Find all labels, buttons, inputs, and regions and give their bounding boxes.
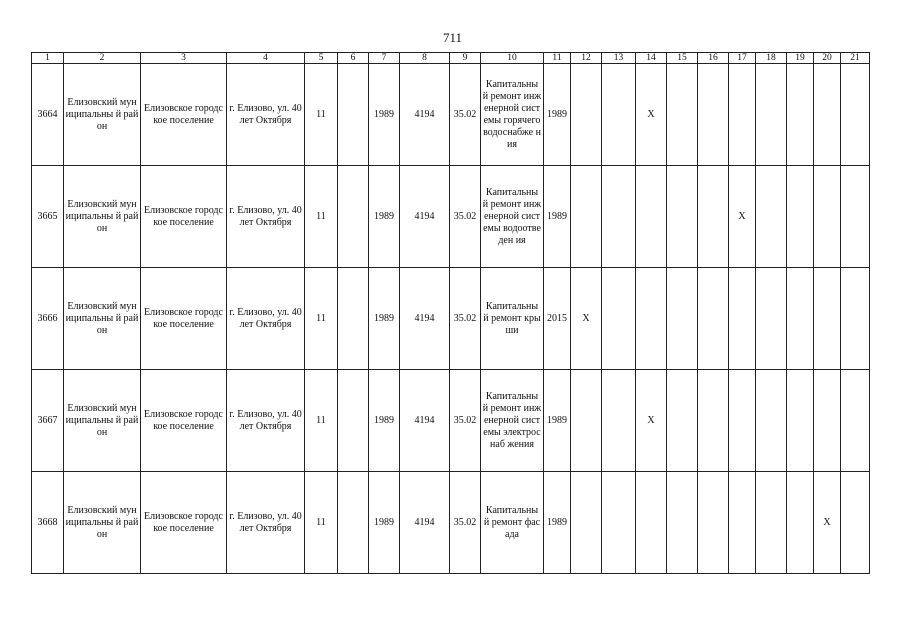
cell-col-20 — [814, 268, 841, 370]
cell-col-9: 35.02 — [450, 64, 481, 166]
column-number-19: 19 — [787, 53, 814, 64]
cell-col-4: г. Елизово, ул. 40 лет Октября — [227, 64, 305, 166]
cell-col-15 — [667, 268, 698, 370]
table-row — [32, 64, 870, 166]
cell-col-17 — [729, 64, 756, 166]
table-row — [32, 472, 870, 574]
register-table — [31, 52, 870, 574]
column-number-7: 7 — [369, 53, 400, 64]
cell-col-9: 35.02 — [450, 370, 481, 472]
cell-col-20 — [814, 64, 841, 166]
cell-col-21 — [841, 64, 870, 166]
cell-col-18 — [756, 370, 787, 472]
cell-col-15 — [667, 370, 698, 472]
cell-col-19 — [787, 166, 814, 268]
column-number-8: 8 — [400, 53, 450, 64]
cell-col-21 — [841, 370, 870, 472]
table-row — [32, 166, 870, 268]
cell-col-13 — [602, 64, 636, 166]
column-number-11: 11 — [544, 53, 571, 64]
cell-col-14 — [636, 268, 667, 370]
cell-col-13 — [602, 370, 636, 472]
cell-col-8: 4194 — [400, 268, 450, 370]
cell-col-19 — [787, 268, 814, 370]
cell-col-1: 3664 — [32, 64, 64, 166]
cell-col-16 — [698, 166, 729, 268]
cell-col-4: г. Елизово, ул. 40 лет Октября — [227, 370, 305, 472]
cell-col-16 — [698, 64, 729, 166]
page-number: 711 — [442, 30, 463, 45]
table-row — [32, 268, 870, 370]
cell-col-21 — [841, 166, 870, 268]
cell-col-14 — [636, 472, 667, 574]
cell-col-6 — [338, 370, 369, 472]
cell-col-1: 3667 — [32, 370, 64, 472]
cell-col-14: X — [636, 64, 667, 166]
cell-col-12 — [571, 166, 602, 268]
cell-col-11: 2015 — [544, 268, 571, 370]
register-body — [32, 64, 870, 574]
cell-col-11: 1989 — [544, 166, 571, 268]
cell-col-18 — [756, 472, 787, 574]
cell-col-14 — [636, 166, 667, 268]
cell-col-3: Елизовское городское поселение — [141, 472, 227, 574]
cell-col-10: Капитальны й ремонт инженерной системы водоотведен ия — [481, 166, 544, 268]
column-number-12: 12 — [571, 53, 602, 64]
cell-col-7: 1989 — [369, 472, 400, 574]
column-number-2: 2 — [64, 53, 141, 64]
cell-col-1: 3665 — [32, 166, 64, 268]
cell-col-5: 11 — [305, 64, 338, 166]
cell-col-16 — [698, 472, 729, 574]
cell-col-4: г. Елизово, ул. 40 лет Октября — [227, 166, 305, 268]
cell-col-7: 1989 — [369, 166, 400, 268]
cell-col-19 — [787, 64, 814, 166]
cell-col-21 — [841, 472, 870, 574]
column-number-3: 3 — [141, 53, 227, 64]
cell-col-6 — [338, 472, 369, 574]
cell-col-8: 4194 — [400, 370, 450, 472]
cell-col-2: Елизовский муниципальны й район — [64, 472, 141, 574]
cell-col-10: Капитальны й ремонт фасада — [481, 472, 544, 574]
column-number-13: 13 — [602, 53, 636, 64]
cell-col-10: Капитальны й ремонт инженерной системы горячего водоснабже ния — [481, 64, 544, 166]
column-number-row — [32, 53, 870, 64]
column-number-21: 21 — [841, 53, 870, 64]
cell-col-18 — [756, 166, 787, 268]
cell-col-10: Капитальны й ремонт инженерной системы электроснаб жения — [481, 370, 544, 472]
cell-col-3: Елизовское городское поселение — [141, 166, 227, 268]
cell-col-5: 11 — [305, 268, 338, 370]
cell-col-11: 1989 — [544, 472, 571, 574]
cell-col-7: 1989 — [369, 64, 400, 166]
cell-col-19 — [787, 370, 814, 472]
cell-col-10: Капитальны й ремонт крыши — [481, 268, 544, 370]
cell-col-6 — [338, 64, 369, 166]
cell-col-12 — [571, 64, 602, 166]
cell-col-17 — [729, 472, 756, 574]
cell-col-17 — [729, 370, 756, 472]
cell-col-21 — [841, 268, 870, 370]
cell-col-2: Елизовский муниципальны й район — [64, 370, 141, 472]
cell-col-18 — [756, 64, 787, 166]
column-number-1: 1 — [32, 53, 64, 64]
cell-col-11: 1989 — [544, 64, 571, 166]
cell-col-13 — [602, 268, 636, 370]
cell-col-12: X — [571, 268, 602, 370]
cell-col-2: Елизовский муниципальны й район — [64, 268, 141, 370]
cell-col-3: Елизовское городское поселение — [141, 268, 227, 370]
cell-col-7: 1989 — [369, 268, 400, 370]
cell-col-8: 4194 — [400, 166, 450, 268]
cell-col-1: 3668 — [32, 472, 64, 574]
cell-col-1: 3666 — [32, 268, 64, 370]
cell-col-15 — [667, 472, 698, 574]
column-number-14: 14 — [636, 53, 667, 64]
cell-col-18 — [756, 268, 787, 370]
cell-col-17: X — [729, 166, 756, 268]
cell-col-5: 11 — [305, 166, 338, 268]
column-number-4: 4 — [227, 53, 305, 64]
cell-col-6 — [338, 166, 369, 268]
cell-col-5: 11 — [305, 370, 338, 472]
cell-col-8: 4194 — [400, 64, 450, 166]
cell-col-4: г. Елизово, ул. 40 лет Октября — [227, 472, 305, 574]
cell-col-15 — [667, 166, 698, 268]
cell-col-20: X — [814, 472, 841, 574]
cell-col-17 — [729, 268, 756, 370]
column-number-10: 10 — [481, 53, 544, 64]
column-number-20: 20 — [814, 53, 841, 64]
column-number-6: 6 — [338, 53, 369, 64]
cell-col-9: 35.02 — [450, 472, 481, 574]
cell-col-7: 1989 — [369, 370, 400, 472]
cell-col-20 — [814, 166, 841, 268]
cell-col-4: г. Елизово, ул. 40 лет Октября — [227, 268, 305, 370]
column-number-18: 18 — [756, 53, 787, 64]
column-number-16: 16 — [698, 53, 729, 64]
column-number-15: 15 — [667, 53, 698, 64]
cell-col-2: Елизовский муниципальны й район — [64, 166, 141, 268]
cell-col-15 — [667, 64, 698, 166]
cell-col-13 — [602, 472, 636, 574]
cell-col-14: X — [636, 370, 667, 472]
cell-col-3: Елизовское городское поселение — [141, 370, 227, 472]
cell-col-6 — [338, 268, 369, 370]
cell-col-12 — [571, 370, 602, 472]
cell-col-19 — [787, 472, 814, 574]
cell-col-16 — [698, 268, 729, 370]
cell-col-16 — [698, 370, 729, 472]
cell-col-13 — [602, 166, 636, 268]
cell-col-8: 4194 — [400, 472, 450, 574]
cell-col-3: Елизовское городское поселение — [141, 64, 227, 166]
cell-col-5: 11 — [305, 472, 338, 574]
cell-col-11: 1989 — [544, 370, 571, 472]
cell-col-9: 35.02 — [450, 268, 481, 370]
cell-col-20 — [814, 370, 841, 472]
table-row — [32, 370, 870, 472]
cell-col-2: Елизовский муниципальны й район — [64, 64, 141, 166]
column-number-9: 9 — [450, 53, 481, 64]
cell-col-12 — [571, 472, 602, 574]
column-number-17: 17 — [729, 53, 756, 64]
column-number-5: 5 — [305, 53, 338, 64]
cell-col-9: 35.02 — [450, 166, 481, 268]
